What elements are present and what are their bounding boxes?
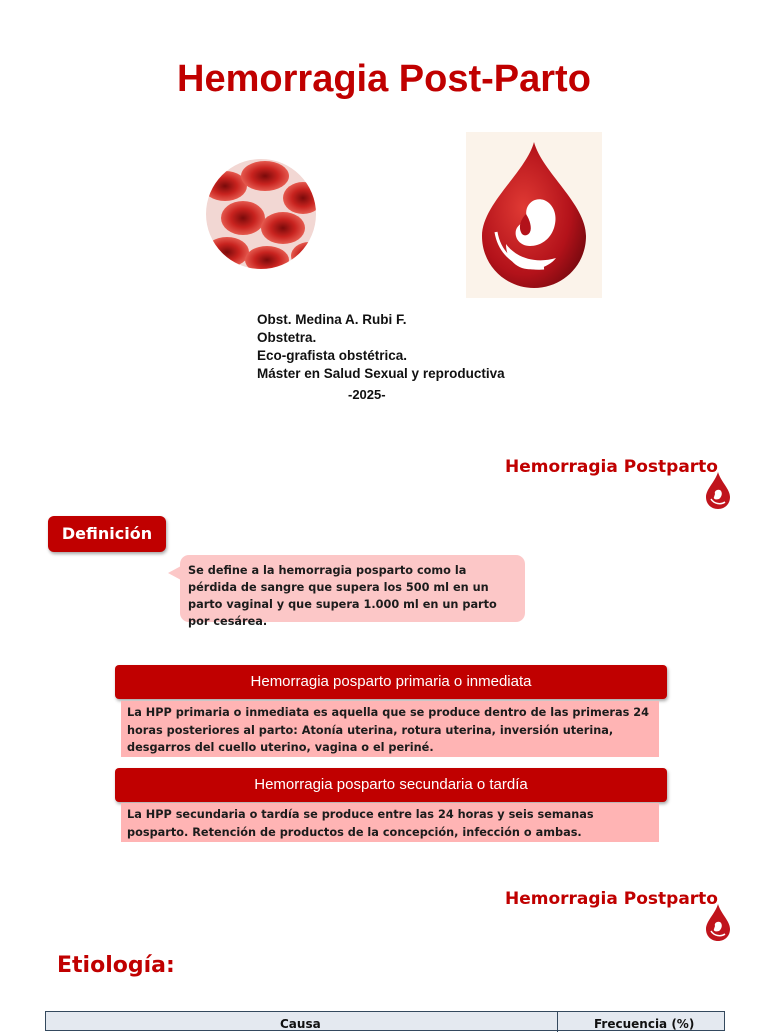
red-blood-cells-image: [205, 158, 317, 270]
small-blood-drop-icon: [703, 470, 733, 510]
secondary-hpp-text: La HPP secundaria o tardía se produce entre las 24 horas y seis semanas posparto. Retención de productos de la concepción, infección o ambas.: [121, 803, 659, 842]
author-name: Obst. Medina A. Rubi F.: [257, 312, 407, 327]
table-header-frequency: Frecuencia (%): [594, 1017, 695, 1031]
author-block: [257, 311, 505, 383]
secondary-hpp-title: Hemorragia posparto secundaria o tardía: [115, 768, 667, 802]
primary-hpp-title: Hemorragia posparto primaria o inmediata: [115, 665, 667, 699]
document-year: -2025-: [348, 387, 386, 402]
page-header: Hemorragia Postparto: [505, 889, 718, 909]
page-header: Hemorragia Postparto: [505, 457, 718, 477]
blood-drop-mother-baby-icon: [466, 132, 602, 298]
section-title: Etiología:: [57, 953, 175, 978]
etiology-table: [45, 1011, 725, 1031]
author-degree: Máster en Salud Sexual y reproductiva: [257, 366, 505, 381]
author-role: Obstetra.: [257, 330, 317, 345]
column-divider: [557, 1012, 558, 1032]
definition-text: Se define a la hemorragia posparto como la pérdida de sangre que supera los 500 ml en un parto vaginal y que supera 1.000 ml en un parto por cesárea.: [180, 555, 525, 622]
author-specialty: Eco-grafista obstétrica.: [257, 348, 408, 363]
definition-label: Definición: [48, 516, 166, 552]
small-blood-drop-icon: [703, 902, 733, 942]
table-header-cause: Causa: [280, 1017, 321, 1031]
document-title: Hemorragia Post-Parto: [177, 58, 591, 100]
primary-hpp-text: La HPP primaria o inmediata es aquella que se produce dentro de las primeras 24 horas posteriores al parto: Atonía uterina, rotura uterina, inversión uterina, desgarros del cuello uterino, vagina o el periné.: [121, 701, 659, 757]
